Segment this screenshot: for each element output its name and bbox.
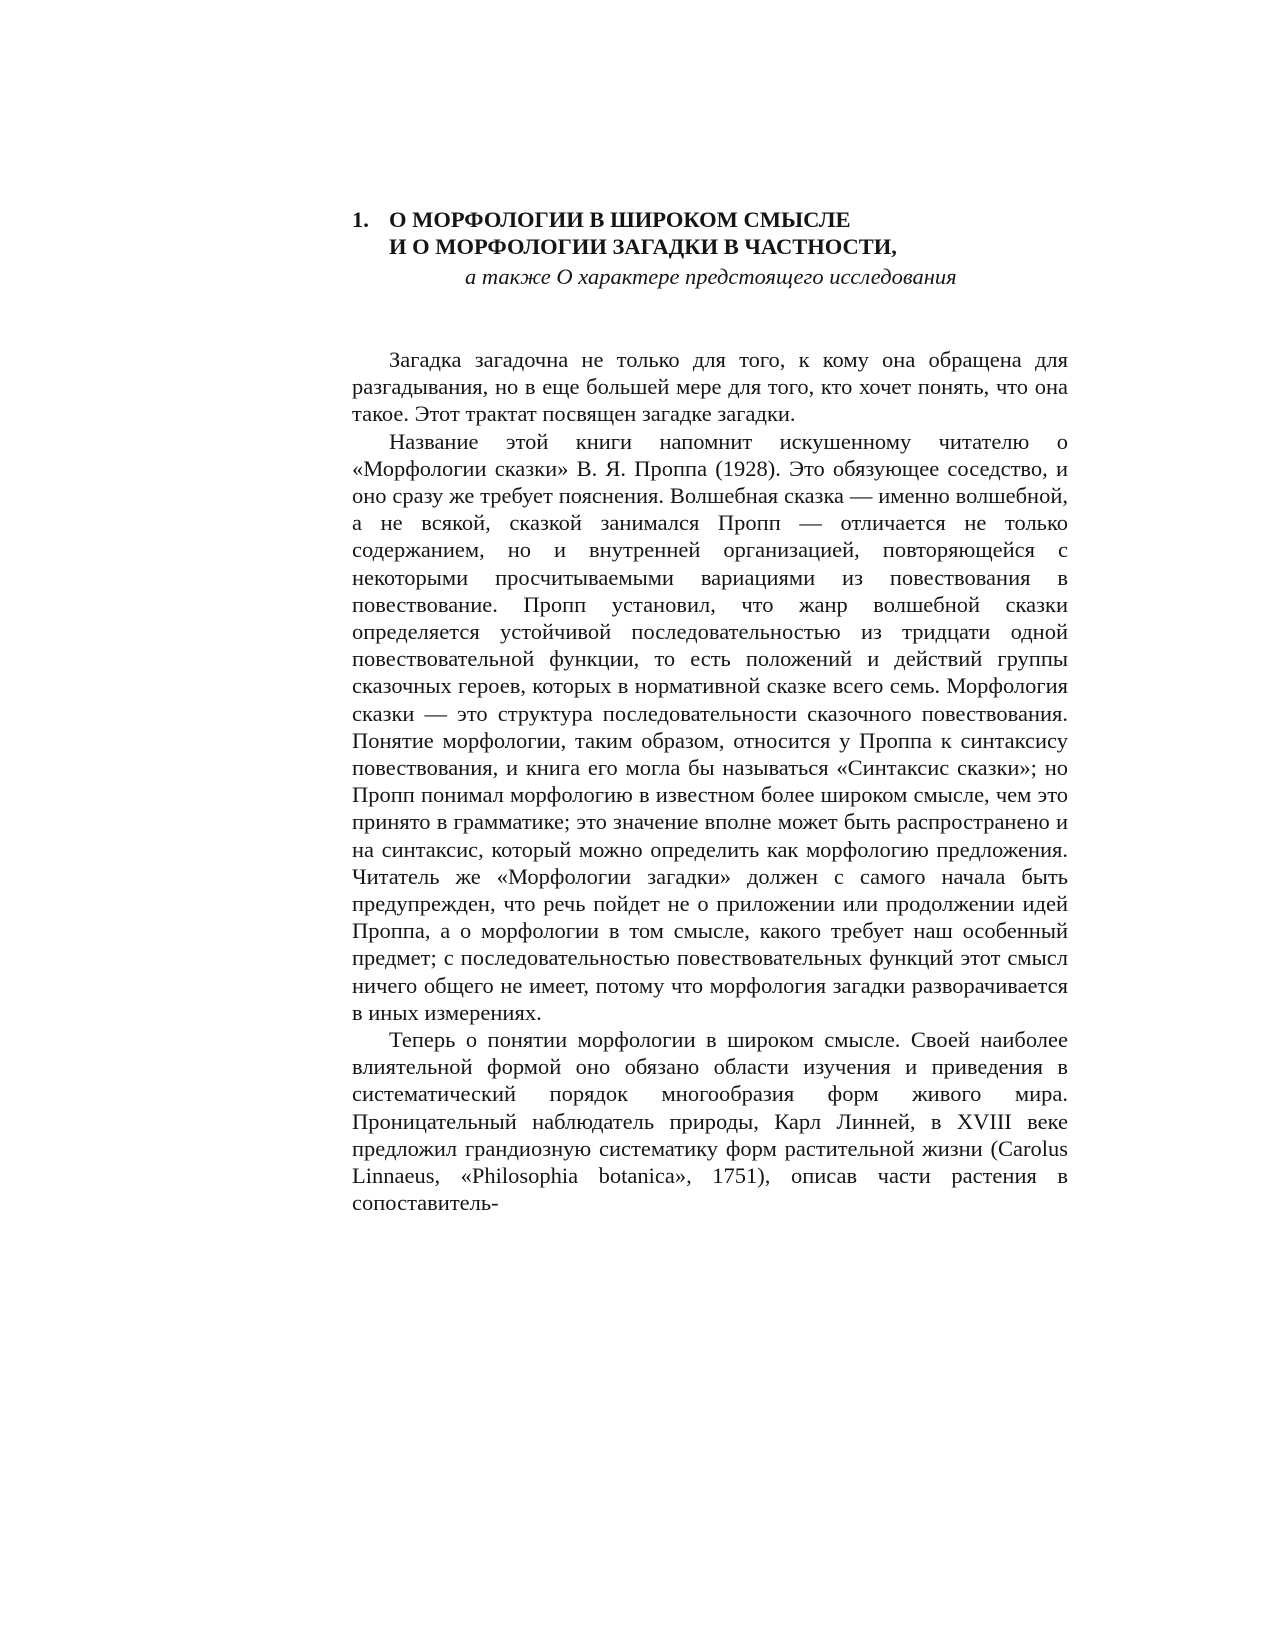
- chapter-heading: [352, 206, 1052, 260]
- heading-line-1: [352, 206, 1052, 233]
- chapter-subtitle: а также О характере предстоящего исследования: [465, 264, 957, 289]
- heading-title-line-1: О МОРФОЛОГИИ В ШИРОКОМ СМЫСЛЕ: [389, 207, 851, 232]
- chapter-number: 1.: [352, 207, 369, 232]
- chapter-body: [352, 346, 1068, 1217]
- paragraph-3: Теперь о понятии морфологии в широком смысле. Своей наиболее влиятельной формой оно обязано области изучения и приведения в систематический порядок многообразия форм живого мира. Проницательный наблюдатель природы, Карл Линней, в XVIII веке предложил грандиозную систематику форм растительной жизни (Carolus Linnaeus, «Philosophia botanica», 1751), описав части растения в сопоставитель-: [352, 1027, 1068, 1216]
- paragraph-2: Название этой книги напомнит искушенному читателю о «Морфологии сказки» В. Я. Проппа (1928). Это обязующее соседство, и оно сразу же требует пояснения. Волшебная сказка — именно волшебной, а не всякой, сказкой занимался Пропп — отличается не только содержанием, но и внутренней организацией, повторяющейся с некоторыми просчитываемыми вариациями из повествования в повествование. Пропп установил, что жанр волшебной сказки определяется устойчивой последовательностью из тридцати одной повествовательной функции, то есть положений и действий группы сказочных героев, которых в нормативной сказке всего семь. Морфология сказки — это структура последовательности сказочного повествования. Понятие морфологии, таким образом, относится у Проппа к синтаксису повествования, и книга его могла бы называться «Синтаксис сказки»; но Пропп понимал морфологию в известном более широком смысле, чем это принято в грамматике; это значение вполне может быть распространено и на синтаксис, который можно определить как морфологию предложения. Читатель же «Морфологии загадки» должен с самого начала быть предупрежден, что речь пойдет не о приложении или продолжении идей Проппа, а о морфологии в том смысле, какого требует наш особенный предмет; с последовательностью повествовательных функций этот смысл ничего общего не имеет, потому что морфология загадки разворачивается в иных измерениях.: [352, 428, 1068, 1025]
- paragraph-1: Загадка загадочна не только для того, к кому она обращена для разгадывания, но в еще большей мере для того, кто хочет понять, что она такое. Этот трактат посвящен загадке загадки.: [352, 347, 1068, 427]
- heading-title-line-2: И О МОРФОЛОГИИ ЗАГАДКИ В ЧАСТНОСТИ,: [389, 234, 897, 259]
- heading-line-2: [352, 233, 1052, 260]
